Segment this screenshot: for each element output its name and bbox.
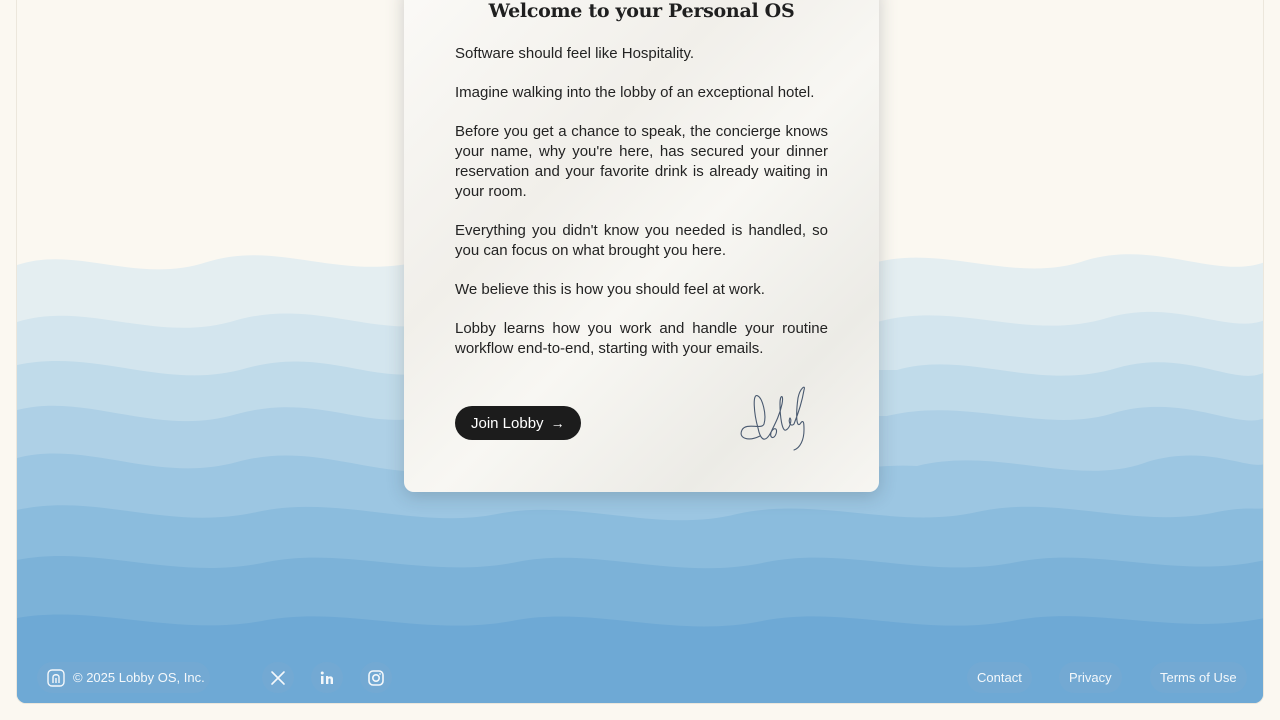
welcome-card: [404, 0, 879, 492]
card-paragraph: Software should feel like Hospitality.: [455, 45, 695, 62]
card-paragraph: Before you get a chance to speak, the concierge knows your name, why you're here, has secured your dinner reservation and your favorite drink is already waiting in your room.: [455, 123, 828, 200]
x-icon: [270, 670, 286, 686]
card-paragraph: Lobby learns how you work and handle your routine workflow end-to-end, starting with your emails.: [455, 320, 828, 357]
card-paragraph: We believe this is how you should feel at work.: [455, 281, 765, 298]
card-paragraph: Everything you didn't know you needed is handled, so you can focus on what brought you here.: [455, 222, 828, 259]
join-lobby-label: Join Lobby: [471, 414, 544, 432]
join-lobby-button[interactable]: [455, 406, 581, 440]
instagram-link[interactable]: [360, 662, 392, 693]
terms-link[interactable]: [1150, 662, 1247, 693]
linkedin-link[interactable]: [311, 662, 343, 693]
lobby-signature: [734, 384, 814, 454]
terms-label: Terms of Use: [1160, 670, 1237, 685]
contact-link[interactable]: [967, 662, 1032, 693]
instagram-icon: [367, 669, 385, 687]
x-link[interactable]: [262, 662, 294, 693]
page-frame: [16, 0, 1264, 704]
card-title: Welcome to your Personal OS: [488, 0, 795, 22]
contact-label: Contact: [977, 670, 1022, 685]
privacy-label: Privacy: [1069, 670, 1112, 685]
linkedin-icon: [319, 670, 335, 686]
privacy-link[interactable]: [1059, 662, 1122, 693]
arrow-right-icon: →: [550, 415, 565, 431]
copyright-pill: [37, 662, 210, 693]
copyright-text: © 2025 Lobby OS, Inc.: [73, 670, 205, 685]
lobby-logo-icon: [47, 669, 65, 687]
card-paragraph: Imagine walking into the lobby of an exceptional hotel.: [455, 84, 815, 101]
